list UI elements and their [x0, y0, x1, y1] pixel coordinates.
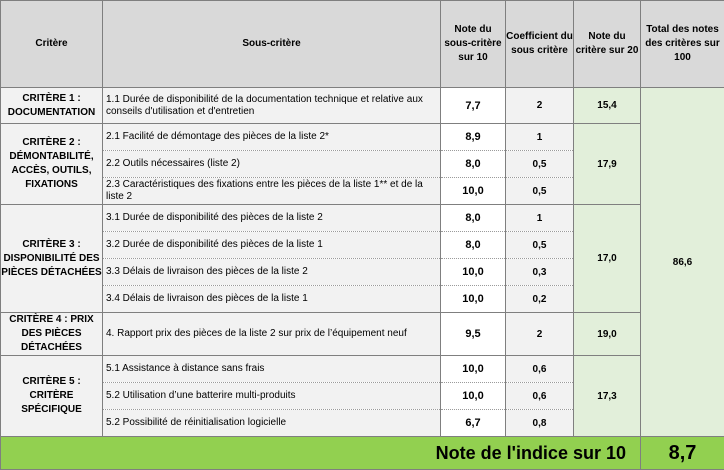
sub-criterion-note: 8,0 [441, 232, 506, 259]
sub-criterion-note: 8,9 [441, 124, 506, 151]
sub-criterion-coefficient: 0,6 [506, 356, 574, 383]
table-row [1, 124, 724, 151]
footer-spacer [1, 437, 103, 470]
sub-criterion-coefficient: 2 [506, 313, 574, 356]
footer-row [1, 437, 724, 470]
table-row [1, 356, 724, 383]
header-sous-critere: Sous-critère [103, 1, 441, 88]
sub-criterion-coefficient: 0,8 [506, 410, 574, 437]
sub-criterion-coefficient: 0,3 [506, 259, 574, 286]
footer-value: 8,7 [641, 437, 724, 470]
sub-criterion-note: 7,7 [441, 88, 506, 124]
header-total: Total des notes des critères sur 100 [641, 1, 724, 88]
criterion-label: CRITÈRE 1 : DOCUMENTATION [1, 88, 103, 124]
sub-criterion-note: 10,0 [441, 356, 506, 383]
total-score-100: 86,6 [641, 88, 724, 437]
sub-criterion-coefficient: 0,5 [506, 178, 574, 205]
sub-criterion-label: 5.1 Assistance à distance sans frais [103, 356, 441, 383]
sub-criterion-label: 3.4 Délais de livraison des pièces de la liste 1 [103, 286, 441, 313]
sub-criterion-note: 8,0 [441, 205, 506, 232]
sub-criterion-label: 1.1 Durée de disponibilité de la documentation technique et relative aux conseils d'utilisation et d'entretien [103, 88, 441, 124]
sub-criterion-label: 2.2 Outils nécessaires (liste 2) [103, 151, 441, 178]
criterion-label: CRITÈRE 3 : DISPONIBILITÉ DES PIÈCES DÉTACHÉES [1, 205, 103, 313]
sub-criterion-note: 10,0 [441, 178, 506, 205]
sub-criterion-coefficient: 2 [506, 88, 574, 124]
criterion-label: CRITÈRE 4 : PRIX DES PIÈCES DÉTACHÉES [1, 313, 103, 356]
sub-criterion-note: 10,0 [441, 383, 506, 410]
sub-criterion-note: 10,0 [441, 286, 506, 313]
criterion-note-20: 15,4 [574, 88, 641, 124]
table-row [1, 313, 724, 356]
sub-criterion-coefficient: 0,2 [506, 286, 574, 313]
sub-criterion-coefficient: 1 [506, 205, 574, 232]
sub-criterion-label: 2.1 Facilité de démontage des pièces de la liste 2* [103, 124, 441, 151]
criterion-note-20: 17,3 [574, 356, 641, 437]
sub-criterion-label: 3.3 Délais de livraison des pièces de la liste 2 [103, 259, 441, 286]
sub-criterion-label: 5.2 Possibilité de réinitialisation logicielle [103, 410, 441, 437]
sub-criterion-label: 3.1 Durée de disponibilité des pièces de la liste 2 [103, 205, 441, 232]
table-row [1, 205, 724, 232]
table-row [1, 88, 724, 124]
header-note-critere: Note du critère sur 20 [574, 1, 641, 88]
sub-criterion-note: 8,0 [441, 151, 506, 178]
criterion-note-20: 19,0 [574, 313, 641, 356]
header-critere: Critère [1, 1, 103, 88]
sub-criterion-coefficient: 0,5 [506, 232, 574, 259]
sub-criterion-label: 5.2 Utilisation d’une batterire multi-produits [103, 383, 441, 410]
sub-criterion-coefficient: 0,6 [506, 383, 574, 410]
table-body [1, 88, 724, 437]
criterion-note-20: 17,9 [574, 124, 641, 205]
sub-criterion-note: 9,5 [441, 313, 506, 356]
sub-criterion-note: 10,0 [441, 259, 506, 286]
sub-criterion-label: 3.2 Durée de disponibilité des pièces de la liste 1 [103, 232, 441, 259]
header-coefficient: Coefficient du sous critère [506, 1, 574, 88]
sub-criterion-coefficient: 1 [506, 124, 574, 151]
sub-criterion-coefficient: 0,5 [506, 151, 574, 178]
sub-criterion-label: 4. Rapport prix des pièces de la liste 2 sur prix de l’équipement neuf [103, 313, 441, 356]
footer-label: Note de l'indice sur 10 [103, 437, 641, 470]
sub-criterion-note: 6,7 [441, 410, 506, 437]
sub-criterion-label: 2.3 Caractéristiques des fixations entre les pièces de la liste 1** et de la liste 2 [103, 178, 441, 205]
criterion-label: CRITÈRE 2 : DÉMONTABILITÉ, ACCÈS, OUTILS, FIXATIONS [1, 124, 103, 205]
header-row [1, 1, 724, 88]
criterion-note-20: 17,0 [574, 205, 641, 313]
header-note-sous-critere: Note du sous-critère sur 10 [441, 1, 506, 88]
criterion-label: CRITÈRE 5 : CRITÈRE SPÉCIFIQUE [1, 356, 103, 437]
